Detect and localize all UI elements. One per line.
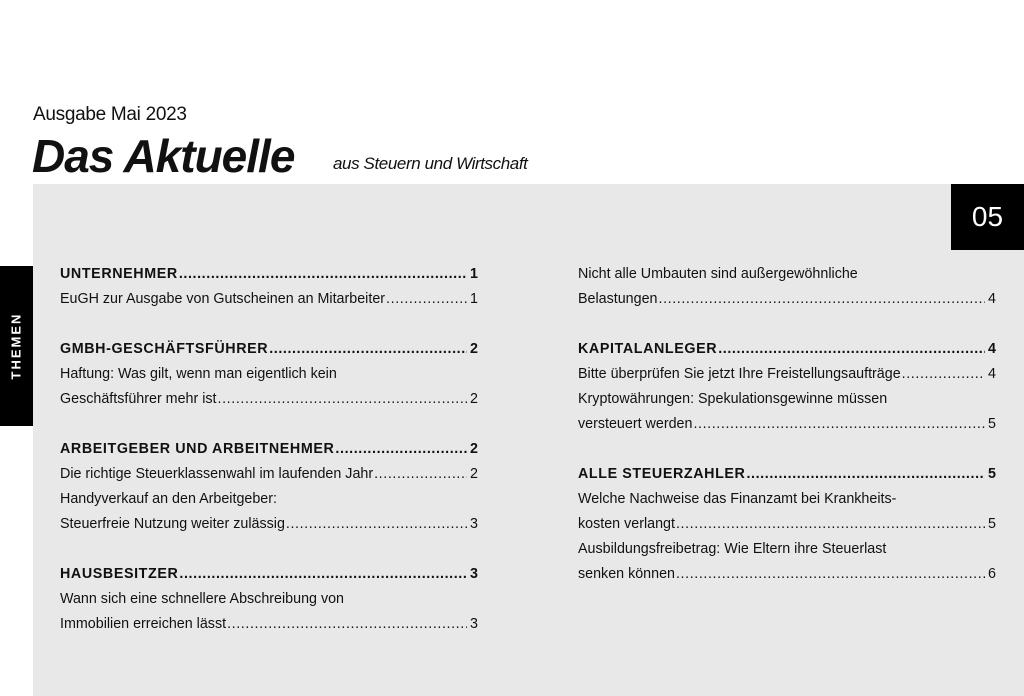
- side-tab-label: THEMEN: [8, 312, 24, 380]
- toc-entry[interactable]: [578, 287, 996, 312]
- page-ref: 3: [470, 616, 478, 632]
- leader-dots: [676, 512, 985, 537]
- entry-text: Belastungen: [578, 291, 658, 307]
- page-ref: 4: [988, 366, 996, 382]
- toc-section: [60, 437, 478, 537]
- page-ref: 1: [470, 291, 478, 307]
- section-heading[interactable]: [60, 337, 478, 362]
- leader-dots: [218, 387, 468, 412]
- entry-text: kosten verlangt: [578, 516, 675, 532]
- section-title: KAPITALANLEGER: [578, 341, 718, 357]
- entry-text: Wann sich eine schnellere Abschreibung von: [60, 591, 344, 607]
- section-heading[interactable]: [60, 262, 478, 287]
- leader-dots: [286, 512, 467, 537]
- entry-text: Steuerfreie Nutzung weiter zulässig: [60, 516, 285, 532]
- section-heading[interactable]: [60, 437, 478, 462]
- toc-entry[interactable]: [578, 262, 996, 287]
- issue-date: Ausgabe Mai 2023: [33, 104, 187, 125]
- entry-text: Nicht alle Umbauten sind außergewöhnliche: [578, 266, 858, 282]
- leader-dots: [386, 287, 467, 312]
- leader-dots: [659, 287, 986, 312]
- leader-dots: [335, 437, 467, 462]
- toc-entry[interactable]: [578, 487, 996, 512]
- section-title: HAUSBESITZER: [60, 566, 179, 582]
- toc-entry[interactable]: [60, 487, 478, 512]
- section-heading[interactable]: [578, 462, 996, 487]
- entry-text: Geschäftsführer mehr ist: [60, 391, 217, 407]
- entry-text: Bitte überprüfen Sie jetzt Ihre Freistellungsaufträge: [578, 366, 901, 382]
- toc-entry[interactable]: [60, 512, 478, 537]
- section-heading[interactable]: [578, 337, 996, 362]
- toc-entry[interactable]: [60, 287, 478, 312]
- entry-text: Ausbildungsfreibetrag: Wie Eltern ihre Steuerlast: [578, 541, 887, 557]
- toc-entry[interactable]: [578, 562, 996, 587]
- leader-dots: [374, 462, 467, 487]
- toc-entry[interactable]: [60, 462, 478, 487]
- leader-dots: [179, 262, 467, 287]
- entry-text: versteuert werden: [578, 416, 693, 432]
- page-ref: 3: [470, 566, 478, 582]
- leader-dots: [902, 362, 985, 387]
- page-ref: 5: [988, 466, 996, 482]
- toc-section: [60, 562, 478, 637]
- entry-text: senken können: [578, 566, 675, 582]
- page-ref: 2: [470, 466, 478, 482]
- toc-section: [60, 262, 478, 312]
- leader-dots: [693, 412, 985, 437]
- section-heading[interactable]: [60, 562, 478, 587]
- toc-entry[interactable]: [578, 537, 996, 562]
- leader-dots: [746, 462, 985, 487]
- toc-entry[interactable]: [578, 412, 996, 437]
- entry-text: Haftung: Was gilt, wenn man eigentlich kein: [60, 366, 337, 382]
- toc-entry[interactable]: [578, 387, 996, 412]
- leader-dots: [718, 337, 985, 362]
- page-ref: 4: [988, 341, 996, 357]
- toc-section: [578, 462, 996, 587]
- page-ref: 3: [470, 516, 478, 532]
- entry-text: Die richtige Steuerklassenwahl im laufenden Jahr: [60, 466, 374, 482]
- page-ref: 2: [470, 441, 478, 457]
- toc-section: [578, 262, 996, 312]
- publication-title: Das Aktuelle: [32, 130, 295, 182]
- page-ref: 5: [988, 516, 996, 532]
- toc-right-column: [578, 262, 996, 612]
- toc-section: [578, 337, 996, 437]
- entry-text: Kryptowährungen: Spekulationsgewinne müssen: [578, 391, 888, 407]
- leader-dots: [227, 612, 467, 637]
- leader-dots: [269, 337, 467, 362]
- toc-entry[interactable]: [578, 512, 996, 537]
- entry-text: Welche Nachweise das Finanzamt bei Krankheits-: [578, 491, 897, 507]
- leader-dots: [179, 562, 467, 587]
- toc-entry[interactable]: [578, 362, 996, 387]
- page-ref: 6: [988, 566, 996, 582]
- entry-text: Handyverkauf an den Arbeitgeber:: [60, 491, 277, 507]
- section-title: ARBEITGEBER UND ARBEITNEHMER: [60, 441, 335, 457]
- page-number-badge: 05: [951, 184, 1024, 250]
- page-ref: 4: [988, 291, 996, 307]
- toc-left-column: [60, 262, 478, 662]
- leader-dots: [676, 562, 985, 587]
- page-ref: 1: [470, 266, 478, 282]
- toc-entry[interactable]: [60, 362, 478, 387]
- toc-entry[interactable]: [60, 387, 478, 412]
- page-ref: 2: [470, 341, 478, 357]
- section-title: GMBH-GESCHÄFTSFÜHRER: [60, 341, 269, 357]
- toc-entry[interactable]: [60, 612, 478, 637]
- toc-entry[interactable]: [60, 587, 478, 612]
- section-title: UNTERNEHMER: [60, 266, 178, 282]
- publication-subtitle: aus Steuern und Wirtschaft: [333, 154, 528, 173]
- entry-text: Immobilien erreichen lässt: [60, 616, 227, 632]
- section-title: ALLE STEUERZAHLER: [578, 466, 746, 482]
- page-ref: 2: [470, 391, 478, 407]
- entry-text: EuGH zur Ausgabe von Gutscheinen an Mitarbeiter: [60, 291, 386, 307]
- page-ref: 5: [988, 416, 996, 432]
- toc-section: [60, 337, 478, 412]
